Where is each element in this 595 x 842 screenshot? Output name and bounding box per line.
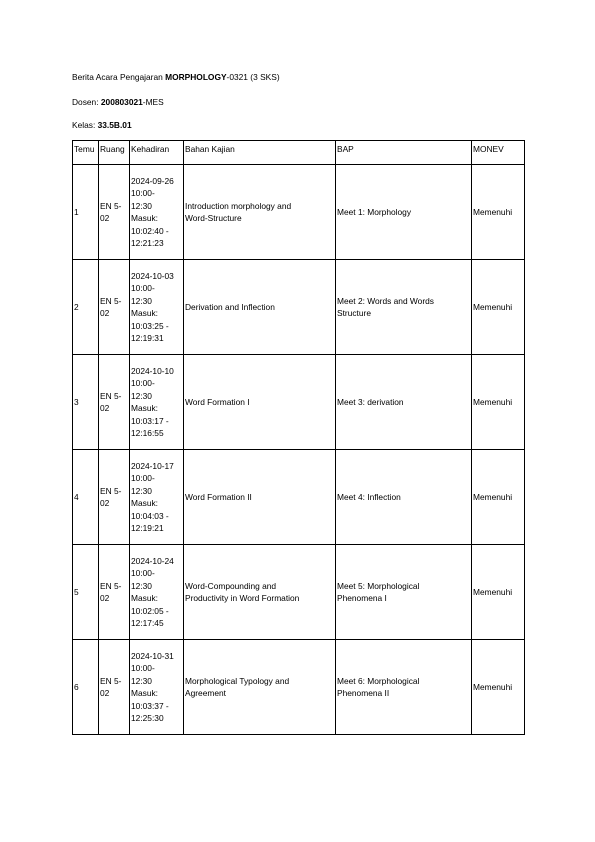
- cell-kehadiran: [130, 355, 184, 450]
- kehadiran-line: 10:00-: [131, 568, 155, 578]
- table-header-row: [73, 141, 525, 165]
- cell-ruang: [99, 165, 130, 260]
- bap-line: Meet 1: Morphology: [337, 206, 412, 217]
- kehadiran-line: 2024-10-31: [131, 650, 174, 661]
- kehadiran-line: 12:30: [131, 675, 152, 686]
- ruang-line: EN 5-: [100, 390, 122, 401]
- cell-temu: 3: [73, 355, 99, 450]
- kehadiran-line: 12:30: [131, 200, 152, 211]
- kehadiran-line: 10:03:25 -: [131, 320, 169, 331]
- ruang-line: EN 5-: [100, 295, 122, 306]
- cell-bap: [336, 165, 472, 260]
- course-suffix: -0321 (3 SKS): [226, 72, 280, 82]
- cell-bap: [336, 260, 472, 355]
- cell-kehadiran: [130, 545, 184, 640]
- kelas-line: [72, 120, 132, 130]
- bahan-line: Word Formation I: [185, 396, 250, 407]
- column-header-bahan-kajian: Bahan Kajian: [184, 141, 336, 165]
- cell-bahan-kajian: [184, 640, 336, 735]
- bahan-line: Productivity in Word Formation: [185, 593, 300, 603]
- ruang-line: 02: [100, 688, 110, 698]
- ruang-line: 02: [100, 403, 110, 413]
- cell-monev: Memenuhi: [472, 165, 525, 260]
- kehadiran-line: Masuk:: [131, 308, 158, 318]
- cell-kehadiran: [130, 165, 184, 260]
- cell-bap: [336, 640, 472, 735]
- table-row: [73, 450, 525, 545]
- bap-line: Meet 3: derivation: [337, 396, 404, 407]
- ruang-line: 02: [100, 593, 110, 603]
- column-header-kehadiran: Kehadiran: [130, 141, 184, 165]
- cell-bahan-kajian: [184, 355, 336, 450]
- kehadiran-line: 2024-10-03: [131, 270, 174, 281]
- cell-monev: Memenuhi: [472, 355, 525, 450]
- cell-ruang: [99, 545, 130, 640]
- cell-bap: [336, 450, 472, 545]
- kehadiran-line: 12:21:23: [131, 238, 164, 248]
- table-row: [73, 640, 525, 735]
- cell-bap: [336, 545, 472, 640]
- kelas-label: Kelas:: [72, 120, 98, 130]
- kehadiran-line: 12:30: [131, 295, 152, 306]
- title-prefix: Berita Acara Pengajaran: [72, 72, 166, 82]
- kehadiran-line: 2024-10-10: [131, 365, 174, 376]
- cell-kehadiran: [130, 640, 184, 735]
- column-header-ruang: Ruang: [99, 141, 130, 165]
- kehadiran-line: 12:25:30: [131, 713, 164, 723]
- dosen-line: [72, 97, 164, 107]
- kehadiran-line: 10:00-: [131, 663, 155, 673]
- cell-monev: Memenuhi: [472, 450, 525, 545]
- dosen-suffix: -MES: [142, 97, 164, 107]
- bap-line: Phenomena I: [337, 593, 387, 603]
- bahan-line: Word-Compounding and: [185, 580, 277, 591]
- kehadiran-line: 12:19:21: [131, 523, 164, 533]
- cell-ruang: [99, 450, 130, 545]
- cell-monev: Memenuhi: [472, 640, 525, 735]
- bahan-line: Agreement: [185, 688, 226, 698]
- column-header-bap: BAP: [336, 141, 472, 165]
- ruang-line: 02: [100, 498, 110, 508]
- kehadiran-line: 10:04:03 -: [131, 510, 169, 521]
- cell-temu: 2: [73, 260, 99, 355]
- kehadiran-line: Masuk:: [131, 213, 158, 223]
- cell-bahan-kajian: [184, 165, 336, 260]
- bap-line: Meet 5: Morphological: [337, 580, 420, 591]
- cell-ruang: [99, 640, 130, 735]
- kehadiran-line: 12:30: [131, 580, 152, 591]
- ruang-line: 02: [100, 308, 110, 318]
- cell-temu: 1: [73, 165, 99, 260]
- bap-line: Meet 2: Words and Words: [337, 295, 434, 306]
- kehadiran-line: 2024-10-24: [131, 555, 174, 566]
- cell-bahan-kajian: [184, 260, 336, 355]
- dosen-code: 200803021: [100, 97, 143, 107]
- course-name: MORPHOLOGY: [165, 72, 227, 82]
- kehadiran-line: 12:19:31: [131, 333, 164, 343]
- table-row: [73, 165, 525, 260]
- kehadiran-line: 2024-10-17: [131, 460, 174, 471]
- kehadiran-line: 10:02:05 -: [131, 605, 169, 616]
- cell-kehadiran: [130, 260, 184, 355]
- cell-bahan-kajian: [184, 450, 336, 545]
- kehadiran-line: 10:03:37 -: [131, 700, 169, 711]
- kelas-value: 33.5B.01: [97, 120, 132, 130]
- cell-temu: 4: [73, 450, 99, 545]
- kehadiran-line: Masuk:: [131, 688, 158, 698]
- bahan-line: Word Formation II: [185, 491, 252, 502]
- kehadiran-line: 12:30: [131, 485, 152, 496]
- attendance-table: [72, 140, 525, 735]
- kehadiran-line: Masuk:: [131, 403, 158, 413]
- kehadiran-line: 12:30: [131, 390, 152, 401]
- kehadiran-line: 10:00-: [131, 473, 155, 483]
- kehadiran-line: 10:03:17 -: [131, 415, 169, 426]
- document-title: [72, 72, 280, 82]
- bahan-line: Introduction morphology and: [185, 200, 292, 211]
- bahan-line: Derivation and Inflection: [185, 301, 275, 312]
- table-row: [73, 355, 525, 450]
- cell-ruang: [99, 355, 130, 450]
- cell-ruang: [99, 260, 130, 355]
- cell-temu: 6: [73, 640, 99, 735]
- table-row: [73, 260, 525, 355]
- dosen-label: Dosen:: [72, 97, 101, 107]
- kehadiran-line: Masuk:: [131, 593, 158, 603]
- kehadiran-line: 10:00-: [131, 378, 155, 388]
- cell-temu: 5: [73, 545, 99, 640]
- ruang-line: EN 5-: [100, 200, 122, 211]
- kehadiran-line: 2024-09-26: [131, 175, 174, 186]
- kehadiran-line: 12:17:45: [131, 618, 164, 628]
- cell-monev: Memenuhi: [472, 260, 525, 355]
- bap-line: Meet 6: Morphological: [337, 675, 420, 686]
- kehadiran-line: Masuk:: [131, 498, 158, 508]
- bahan-line: Word-Structure: [185, 213, 242, 223]
- bahan-line: Morphological Typology and: [185, 675, 290, 686]
- column-header-temu: Temu: [73, 141, 99, 165]
- ruang-line: EN 5-: [100, 580, 122, 591]
- cell-kehadiran: [130, 450, 184, 545]
- bap-line: Phenomena II: [337, 688, 390, 698]
- table-row: [73, 545, 525, 640]
- ruang-line: EN 5-: [100, 675, 122, 686]
- table-body: [73, 165, 525, 735]
- kehadiran-line: 10:00-: [131, 283, 155, 293]
- bap-line: Meet 4: Inflection: [337, 491, 401, 502]
- cell-bahan-kajian: [184, 545, 336, 640]
- ruang-line: EN 5-: [100, 485, 122, 496]
- ruang-line: 02: [100, 213, 110, 223]
- kehadiran-line: 10:02:40 -: [131, 225, 169, 236]
- cell-bap: [336, 355, 472, 450]
- column-header-monev: MONEV: [472, 141, 525, 165]
- kehadiran-line: 12:16:55: [131, 428, 164, 438]
- cell-monev: Memenuhi: [472, 545, 525, 640]
- bap-line: Structure: [337, 308, 371, 318]
- kehadiran-line: 10:00-: [131, 188, 155, 198]
